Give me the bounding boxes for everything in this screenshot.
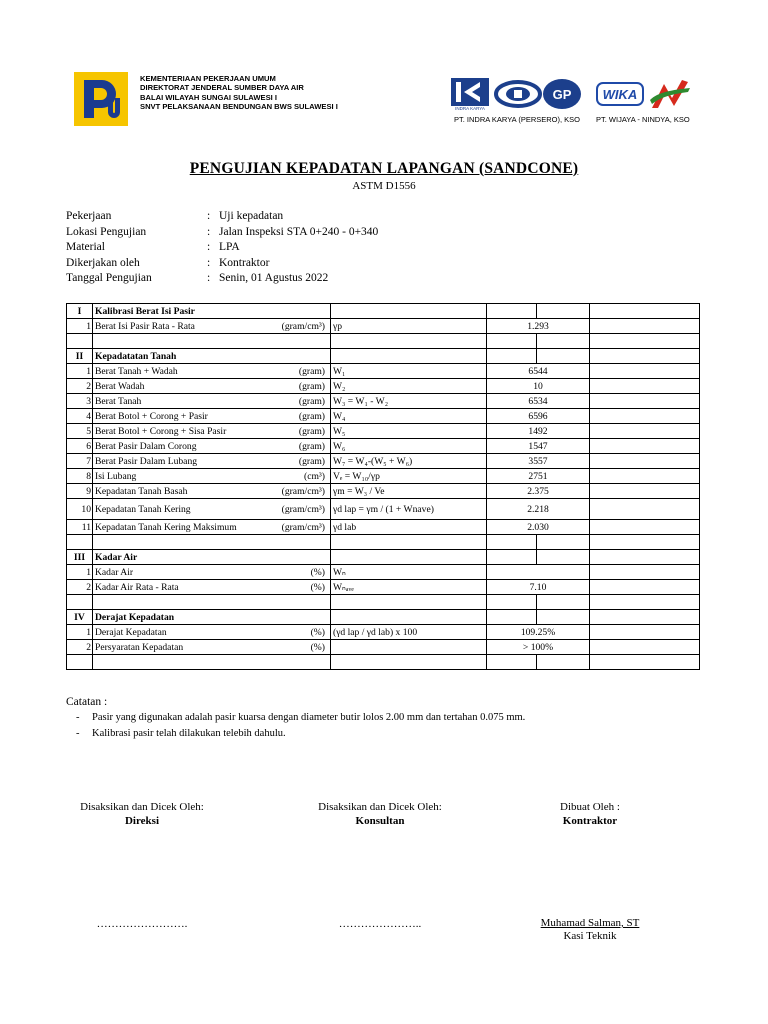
blank-row <box>67 595 700 610</box>
item-number: 11 <box>67 520 93 535</box>
item-value: 2.375 <box>487 484 590 499</box>
item-formula: Wₙ <box>331 565 487 580</box>
item-label: Berat Tanah + Wadah <box>95 365 178 377</box>
item-number: 1 <box>67 565 93 580</box>
section-title: Kepadatatan Tanah <box>93 349 331 364</box>
section-number: I <box>67 304 93 319</box>
item-unit: (gram/cm³) <box>281 320 325 332</box>
section-row <box>67 610 700 625</box>
page-title: PENGUJIAN KEPADATAN LAPANGAN (SANDCONE) <box>189 160 579 177</box>
extra-cell <box>590 439 700 454</box>
item-label: Berat Wadah <box>95 380 145 392</box>
item-value: 1547 <box>487 439 590 454</box>
info-value: Senin, 01 Agustus 2022 <box>219 272 329 285</box>
org-header <box>140 74 370 112</box>
pu-logo <box>74 72 128 126</box>
wika-logo-icon <box>596 82 644 106</box>
org-line-1: KEMENTERIAAN PEKERJAAN UMUM <box>140 74 276 83</box>
empty-cell <box>67 535 93 550</box>
nindya-logo <box>648 78 692 110</box>
item-formula: W₇ = W₄-(W₅ + W₆) <box>331 454 487 469</box>
item-unit: (%) <box>310 626 325 638</box>
kso-2-caption: PT. WIJAYA - NINDYA, KSO <box>596 115 690 124</box>
indra-karya-logo <box>450 77 490 111</box>
item-formula: W₁ <box>331 364 487 379</box>
item-label-cell <box>93 625 331 640</box>
extra-cell <box>590 304 700 319</box>
item-label: Berat Isi Pasir Rata - Rata <box>95 320 195 332</box>
item-label: Kepadatan Tanah Kering Maksimum <box>95 521 237 533</box>
item-label-cell <box>93 379 331 394</box>
extra-cell <box>590 349 700 364</box>
note-text: Pasir yang digunakan adalah pasir kuarsa dengan diameter butir lolos 2.00 mm dan tertahan 0.075 mm. <box>92 712 526 723</box>
item-unit: (%) <box>310 566 325 578</box>
gp-text: GP <box>552 87 572 102</box>
extra-cell <box>590 319 700 334</box>
empty-cell <box>331 535 487 550</box>
org-line-2: DIREKTORAT JENDERAL SUMBER DAYA AIR <box>140 83 304 93</box>
item-unit: (%) <box>310 641 325 653</box>
indra-karya-icon <box>450 77 490 111</box>
signature-name: ………………….. <box>338 918 422 930</box>
extra-cell <box>537 550 590 565</box>
blank-row <box>67 535 700 550</box>
signature-konsultan <box>300 801 460 930</box>
empty-cell <box>590 655 700 670</box>
empty-cell <box>590 535 700 550</box>
item-value: 3557 <box>487 454 590 469</box>
table-row <box>67 439 700 454</box>
table-row <box>67 394 700 409</box>
item-value: 7.10 <box>487 580 590 595</box>
empty-cell <box>537 535 590 550</box>
info-row <box>66 225 466 241</box>
item-number: 1 <box>67 625 93 640</box>
empty-cell <box>331 595 487 610</box>
extra-cell <box>537 304 590 319</box>
item-label: Isi Lubang <box>95 470 137 482</box>
item-unit: (gram/cm³) <box>281 521 325 533</box>
info-value: Jalan Inspeksi STA 0+240 - 0+340 <box>219 225 379 238</box>
item-label-cell <box>93 469 331 484</box>
empty-cell <box>487 655 537 670</box>
item-formula: γp <box>331 319 487 334</box>
item-value: 109.25% <box>487 625 590 640</box>
item-number: 3 <box>67 394 93 409</box>
note-bullet: - <box>76 712 80 723</box>
info-sep: : <box>207 241 211 254</box>
extra-cell <box>590 550 700 565</box>
item-number: 8 <box>67 469 93 484</box>
item-number: 2 <box>67 640 93 655</box>
info-sep: : <box>207 256 211 269</box>
item-value: 6596 <box>487 409 590 424</box>
item-label: Derajat Kepadatan <box>95 626 167 638</box>
item-label: Berat Botol + Corong + Sisa Pasir <box>95 425 227 437</box>
item-number: 1 <box>67 319 93 334</box>
nindya-logo-icon <box>648 78 692 110</box>
item-value: > 100% <box>487 640 590 655</box>
section-title: Kadar Air <box>93 550 331 565</box>
item-value: 1.293 <box>487 319 590 334</box>
signature-caption: Disaksikan dan Dicek Oleh: <box>318 801 442 813</box>
test-table-body <box>67 304 700 670</box>
empty-cell <box>537 595 590 610</box>
section-row <box>67 550 700 565</box>
empty-cell <box>67 595 93 610</box>
info-label: Dikerjakan oleh <box>66 256 140 269</box>
info-row <box>66 271 466 287</box>
item-unit: (gram) <box>298 395 325 407</box>
note-item <box>66 710 716 726</box>
item-value: 6534 <box>487 394 590 409</box>
extra-cell <box>590 409 700 424</box>
empty-cell <box>537 334 590 349</box>
item-label: Berat Tanah <box>95 395 142 407</box>
section-number: II <box>67 349 93 364</box>
item-formula: γd lap = γm / (1 + Wnave) <box>331 499 487 520</box>
formula-cell <box>331 610 487 625</box>
item-label: Kepadatan Tanah Kering <box>95 503 191 515</box>
table-row <box>67 379 700 394</box>
oval-logo-icon <box>494 80 542 108</box>
signature-name: ……………………. <box>96 918 188 930</box>
item-label-cell <box>93 409 331 424</box>
item-label-cell <box>93 394 331 409</box>
signature-role: Kontraktor <box>562 815 618 827</box>
empty-cell <box>93 595 331 610</box>
signature-caption: Dibuat Oleh : <box>560 801 620 813</box>
item-number: 5 <box>67 424 93 439</box>
empty-cell <box>487 535 537 550</box>
item-label-cell <box>93 439 331 454</box>
info-row <box>66 240 466 256</box>
item-formula: γd lab <box>331 520 487 535</box>
empty-cell <box>331 655 487 670</box>
table-row <box>67 424 700 439</box>
section-row <box>67 349 700 364</box>
extra-cell <box>590 610 700 625</box>
info-label: Pekerjaan <box>66 210 112 222</box>
table-row <box>67 499 700 520</box>
item-value <box>487 565 590 580</box>
extra-cell <box>487 550 537 565</box>
empty-cell <box>93 334 331 349</box>
item-value: 10 <box>487 379 590 394</box>
empty-cell <box>590 334 700 349</box>
item-unit: (gram) <box>298 440 325 452</box>
table-row <box>67 484 700 499</box>
info-label: Material <box>66 241 105 254</box>
item-formula: W₂ <box>331 379 487 394</box>
item-number: 4 <box>67 409 93 424</box>
info-row <box>66 256 466 272</box>
formula-cell <box>331 304 487 319</box>
table-row <box>67 640 700 655</box>
info-value: Kontraktor <box>219 256 270 269</box>
item-label-cell <box>93 520 331 535</box>
item-number: 7 <box>67 454 93 469</box>
formula-cell <box>331 349 487 364</box>
note-bullet: - <box>76 727 80 739</box>
table-row <box>67 520 700 535</box>
table-row <box>67 364 700 379</box>
table-row <box>67 625 700 640</box>
extra-cell <box>590 379 700 394</box>
item-label-cell <box>93 640 331 655</box>
info-sep: : <box>207 210 211 222</box>
empty-cell <box>590 595 700 610</box>
org-line-4: SNVT PELAKSANAAN BENDUNGAN BWS SULAWESI I <box>140 102 338 112</box>
extra-cell <box>487 610 537 625</box>
empty-cell <box>487 595 537 610</box>
wika-logo <box>596 82 644 106</box>
item-number: 6 <box>67 439 93 454</box>
item-label: Berat Pasir Dalam Corong <box>95 440 197 452</box>
pu-logo-icon <box>74 72 128 126</box>
extra-cell <box>590 580 700 595</box>
notes-block <box>66 695 716 741</box>
item-value: 2.218 <box>487 499 590 520</box>
item-formula: γm = W₃ / Ve <box>331 484 487 499</box>
test-table <box>66 303 700 670</box>
empty-cell <box>487 334 537 349</box>
extra-cell <box>590 625 700 640</box>
item-label-cell <box>93 484 331 499</box>
item-unit: (%) <box>310 581 325 593</box>
item-value: 2.030 <box>487 520 590 535</box>
item-number: 1 <box>67 364 93 379</box>
signature-name: Muhamad Salman, ST <box>540 917 640 929</box>
extra-cell <box>590 424 700 439</box>
extra-cell <box>590 469 700 484</box>
info-sep: : <box>207 272 211 285</box>
extra-cell <box>487 349 537 364</box>
extra-cell <box>590 484 700 499</box>
signature-kontraktor <box>510 801 670 942</box>
extra-cell <box>590 394 700 409</box>
info-label: Lokasi Pengujian <box>66 225 147 238</box>
item-formula: W₄ <box>331 409 487 424</box>
item-unit: (cm³) <box>304 470 325 482</box>
table-row <box>67 469 700 484</box>
blank-row <box>67 655 700 670</box>
extra-cell <box>590 520 700 535</box>
item-formula: (γd lap / γd lab) x 100 <box>331 625 487 640</box>
table-row <box>67 319 700 334</box>
info-value: LPA <box>219 241 240 254</box>
table-row <box>67 580 700 595</box>
gp-logo <box>542 78 582 110</box>
section-title: Kalibrasi Berat Isi Pasir <box>93 304 331 319</box>
section-title: Derajat Kepadatan <box>93 610 331 625</box>
empty-cell <box>331 334 487 349</box>
item-label-cell <box>93 565 331 580</box>
item-number: 9 <box>67 484 93 499</box>
item-label: Berat Pasir Dalam Lubang <box>95 455 198 467</box>
item-label-cell <box>93 454 331 469</box>
item-formula: W₆ <box>331 439 487 454</box>
oval-logo <box>494 80 542 108</box>
section-number: IV <box>67 610 93 625</box>
item-unit: (gram) <box>298 365 325 377</box>
formula-cell <box>331 550 487 565</box>
gp-logo-icon <box>542 78 582 110</box>
table-row <box>67 565 700 580</box>
item-unit: (gram/cm³) <box>281 503 325 515</box>
item-unit: (gram) <box>298 455 325 467</box>
item-formula: W₃ = W₁ - W₂ <box>331 394 487 409</box>
extra-cell <box>537 610 590 625</box>
item-label-cell <box>93 499 331 520</box>
info-sep: : <box>207 225 211 238</box>
extra-cell <box>590 565 700 580</box>
empty-cell <box>93 535 331 550</box>
note-item <box>66 726 716 742</box>
item-label: Kepadatan Tanah Basah <box>95 485 188 497</box>
table-row <box>67 454 700 469</box>
blank-row <box>67 334 700 349</box>
info-label: Tanggal Pengujian <box>66 272 152 285</box>
item-number: 10 <box>67 499 93 520</box>
item-label: Kadar Air <box>95 566 134 578</box>
item-label: Persyaratan Kepadatan <box>95 641 184 653</box>
item-label-cell <box>93 364 331 379</box>
item-formula <box>331 640 487 655</box>
item-label-cell <box>93 319 331 334</box>
signature-role: Konsultan <box>355 815 405 827</box>
signature-caption: Disaksikan dan Dicek Oleh: <box>80 801 204 813</box>
item-number: 2 <box>67 580 93 595</box>
item-formula: Vₑ = W₁₀/γp <box>331 469 487 484</box>
extra-cell <box>537 349 590 364</box>
item-value: 1492 <box>487 424 590 439</box>
standard-code: ASTM D1556 <box>352 180 416 192</box>
item-value: 6544 <box>487 364 590 379</box>
extra-cell <box>590 454 700 469</box>
item-label-cell <box>93 424 331 439</box>
section-number: III <box>67 550 93 565</box>
item-label: Kadar Air Rata - Rata <box>95 581 179 593</box>
item-unit: (gram) <box>298 380 325 392</box>
extra-cell <box>590 364 700 379</box>
item-label-cell <box>93 580 331 595</box>
note-text: Kalibrasi pasir telah dilakukan telebih dahulu. <box>92 727 286 739</box>
empty-cell <box>67 334 93 349</box>
extra-cell <box>590 640 700 655</box>
signature-direksi <box>62 801 222 930</box>
info-value: Uji kepadatan <box>219 210 284 222</box>
item-formula: W₅ <box>331 424 487 439</box>
item-unit: (gram) <box>298 410 325 422</box>
info-row <box>66 209 466 225</box>
extra-cell <box>590 499 700 520</box>
table-row <box>67 409 700 424</box>
ik-text: INDRA KARYA <box>455 106 485 111</box>
item-number: 2 <box>67 379 93 394</box>
org-line-3: BALAI WILAYAH SUNGAI SULAWESI I <box>140 92 277 102</box>
item-label: Berat Botol + Corong + Pasir <box>95 410 208 422</box>
signature-role: Direksi <box>124 815 160 827</box>
item-formula: Wₙₐᵥₑ <box>331 580 487 595</box>
empty-cell <box>537 655 590 670</box>
notes-heading: Catatan : <box>66 696 108 708</box>
item-unit: (gram) <box>298 425 325 437</box>
empty-cell <box>93 655 331 670</box>
item-value: 2751 <box>487 469 590 484</box>
signature-title: Kasi Teknik <box>563 930 617 942</box>
kso-1-caption: PT. INDRA KARYA (PERSERO), KSO <box>454 115 581 124</box>
info-block <box>66 209 466 287</box>
item-unit: (gram/cm³) <box>281 485 325 497</box>
extra-cell <box>487 304 537 319</box>
empty-cell <box>67 655 93 670</box>
wika-text: WIKA <box>602 87 638 102</box>
section-row <box>67 304 700 319</box>
